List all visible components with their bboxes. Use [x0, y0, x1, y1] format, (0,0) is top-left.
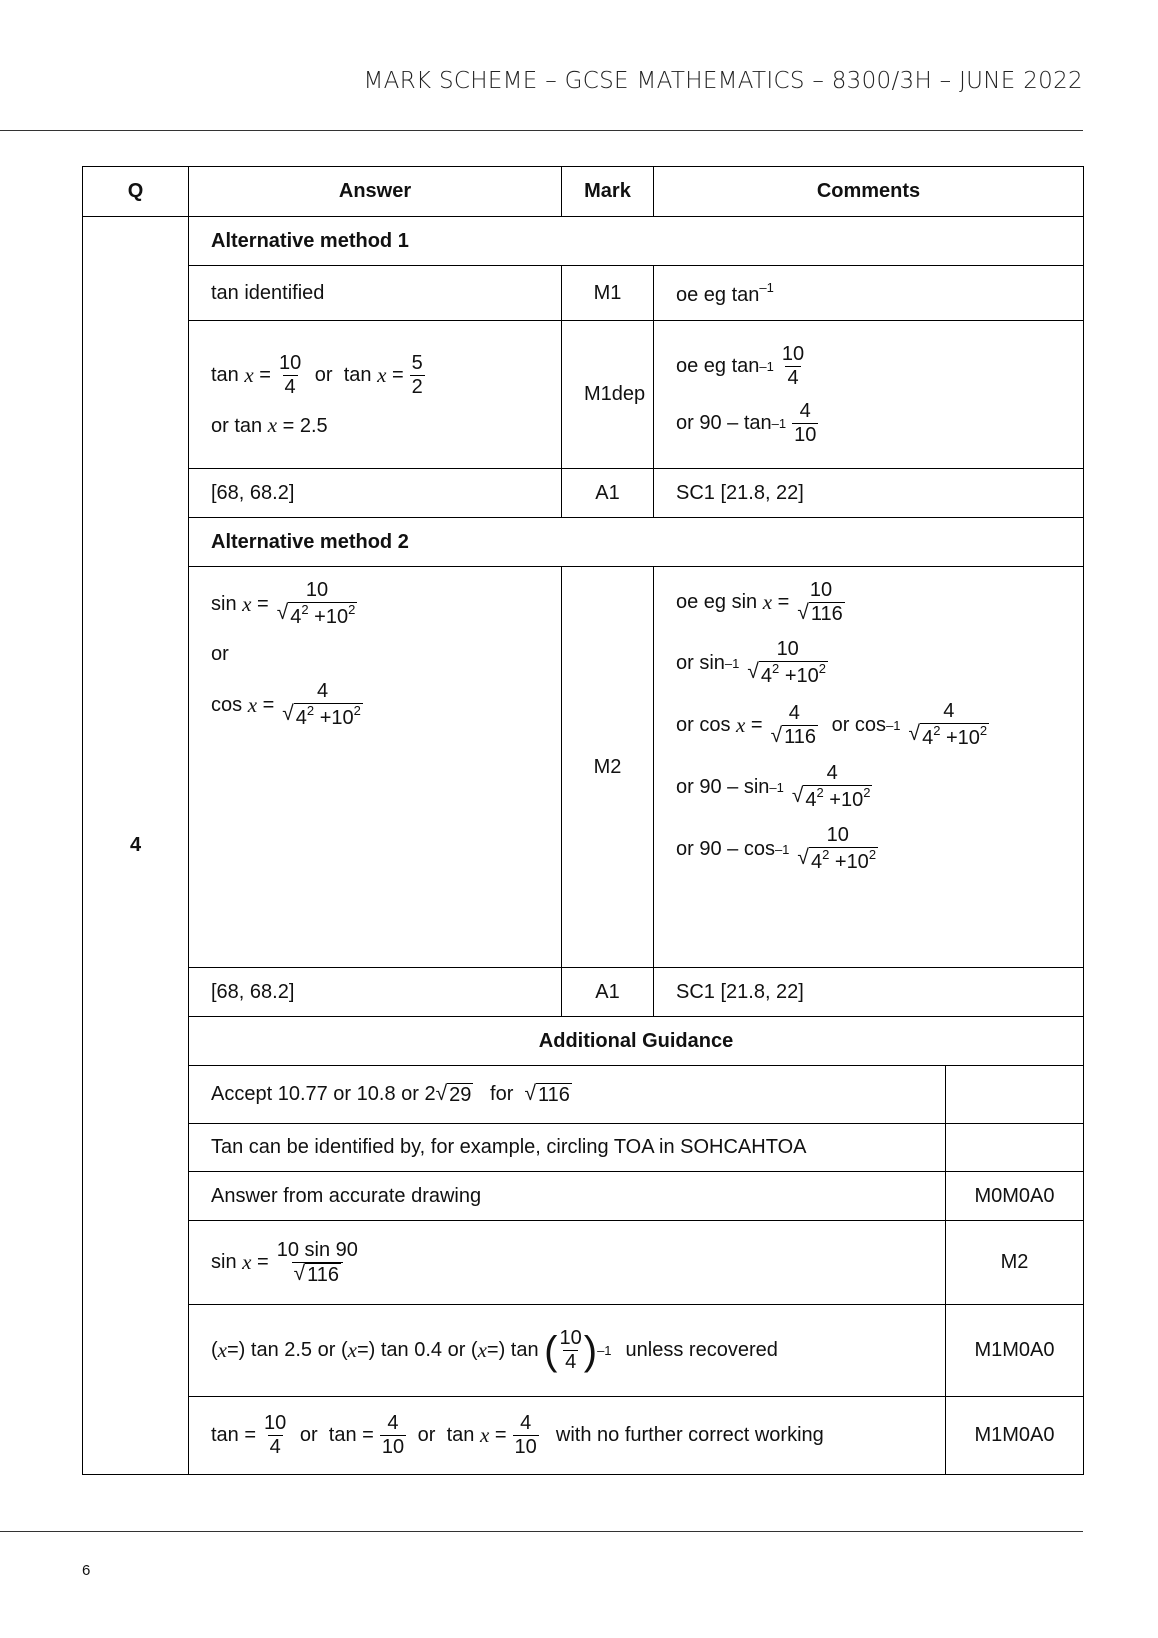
alt2-r1-answer: sin x = 10 √ $4^2 +10^2$ or cos x = 4 √ $4^2 +10^2$: [189, 567, 562, 968]
header-q: Q: [83, 167, 189, 217]
table-header-row: [83, 167, 1084, 217]
guidance-3-mark: M0M0A0: [946, 1172, 1084, 1221]
question-number: 4: [83, 217, 189, 1475]
alt1-r3-mark: A1: [562, 469, 654, 518]
guidance-4-mark: M2: [946, 1221, 1084, 1305]
guidance-1-mark: [946, 1066, 1084, 1124]
table-row: [83, 1066, 1084, 1124]
alt1-title: Alternative method 1: [189, 217, 1084, 266]
guidance-5-mark: M1M0A0: [946, 1305, 1084, 1397]
table-row: [83, 469, 1084, 518]
alt2-title: Alternative method 2: [189, 518, 1084, 567]
alt1-r3-comment: SC1 [21.8, 22]: [654, 469, 1084, 518]
table-row: [83, 1124, 1084, 1172]
table-row: [83, 1172, 1084, 1221]
alt1-r2-comment: oe eg tan –1 $\frac{10}{4}$ or 90 – tan –1 $\frac{4}{10}$: [654, 321, 1084, 469]
header-rule: [0, 130, 1083, 131]
alt1-r1-answer: tan identified: [189, 266, 562, 321]
table-row: [83, 1305, 1084, 1397]
alt1-r1-mark: M1: [562, 266, 654, 321]
page-header: MARK SCHEME – GCSE MATHEMATICS – 8300/3H – JUNE 2022: [363, 68, 1083, 94]
alt1-title-row: [83, 217, 1084, 266]
header-answer: Answer: [189, 167, 562, 217]
alt1-r3-answer: [68, 68.2]: [189, 469, 562, 518]
table-row: [83, 1221, 1084, 1305]
alt2-r1-comment: oe eg sin x = 10 √ 116 or sin –1 10 √ $4^2 +10^2$ or cos x = 4 √ 116 or cos –1 4 √ $4^2 +10^2$ or 90 – sin –1 4 √ $4^2 +10^2$ or 90 – cos –1 10 √ $4^2 +10^2$: [654, 567, 1084, 968]
guidance-title-row: [83, 1017, 1084, 1066]
alt2-r2-answer: [68, 68.2]: [189, 968, 562, 1017]
table-row: [83, 968, 1084, 1017]
alt2-r1-mark: M2: [562, 567, 654, 968]
table-row: [83, 567, 1084, 968]
table-row: [83, 321, 1084, 469]
alt2-title-row: [83, 518, 1084, 567]
mark-scheme-table: [82, 166, 1084, 1475]
alt2-r2-mark: A1: [562, 968, 654, 1017]
guidance-2-text: Tan can be identified by, for example, circling TOA in SOHCAHTOA: [189, 1124, 946, 1172]
alt1-r2-mark: M1dep: [562, 321, 654, 469]
header-comments: Comments: [654, 167, 1084, 217]
alt2-r2-comment: SC1 [21.8, 22]: [654, 968, 1084, 1017]
guidance-6-text: tan = $\frac{10}{4}$ or tan = $\frac{4}{10}$ or tan x = $\frac{4}{10}$ with no further correct working: [189, 1397, 946, 1475]
guidance-4-text: sin x = 10 sin 90 √ 116: [189, 1221, 946, 1305]
alt1-r1-comment: oe eg $\tan^{-1}$: [654, 266, 1084, 321]
guidance-1-text: Accept 10.77 or 10.8 or 2 √ 29 for √ 116: [189, 1066, 946, 1124]
footer-rule: [0, 1531, 1083, 1532]
guidance-title: Additional Guidance: [189, 1017, 1084, 1066]
guidance-2-mark: [946, 1124, 1084, 1172]
guidance-6-mark: M1M0A0: [946, 1397, 1084, 1475]
guidance-5-text: ( x =) tan 2.5 or ( x =) tan 0.4 or ( x =) tan ( $\frac{10}{4}$ ) –1 unless recovered: [189, 1305, 946, 1397]
table-row: [83, 266, 1084, 321]
alt1-r2-answer: tan x = $\frac{10}{4}$ or tan x = $\frac{5}{2}$ or tan x = 2.5: [189, 321, 562, 469]
page-number: 6: [82, 1562, 91, 1579]
header-mark: Mark: [562, 167, 654, 217]
table-row: [83, 1397, 1084, 1475]
guidance-3-text: Answer from accurate drawing: [189, 1172, 946, 1221]
